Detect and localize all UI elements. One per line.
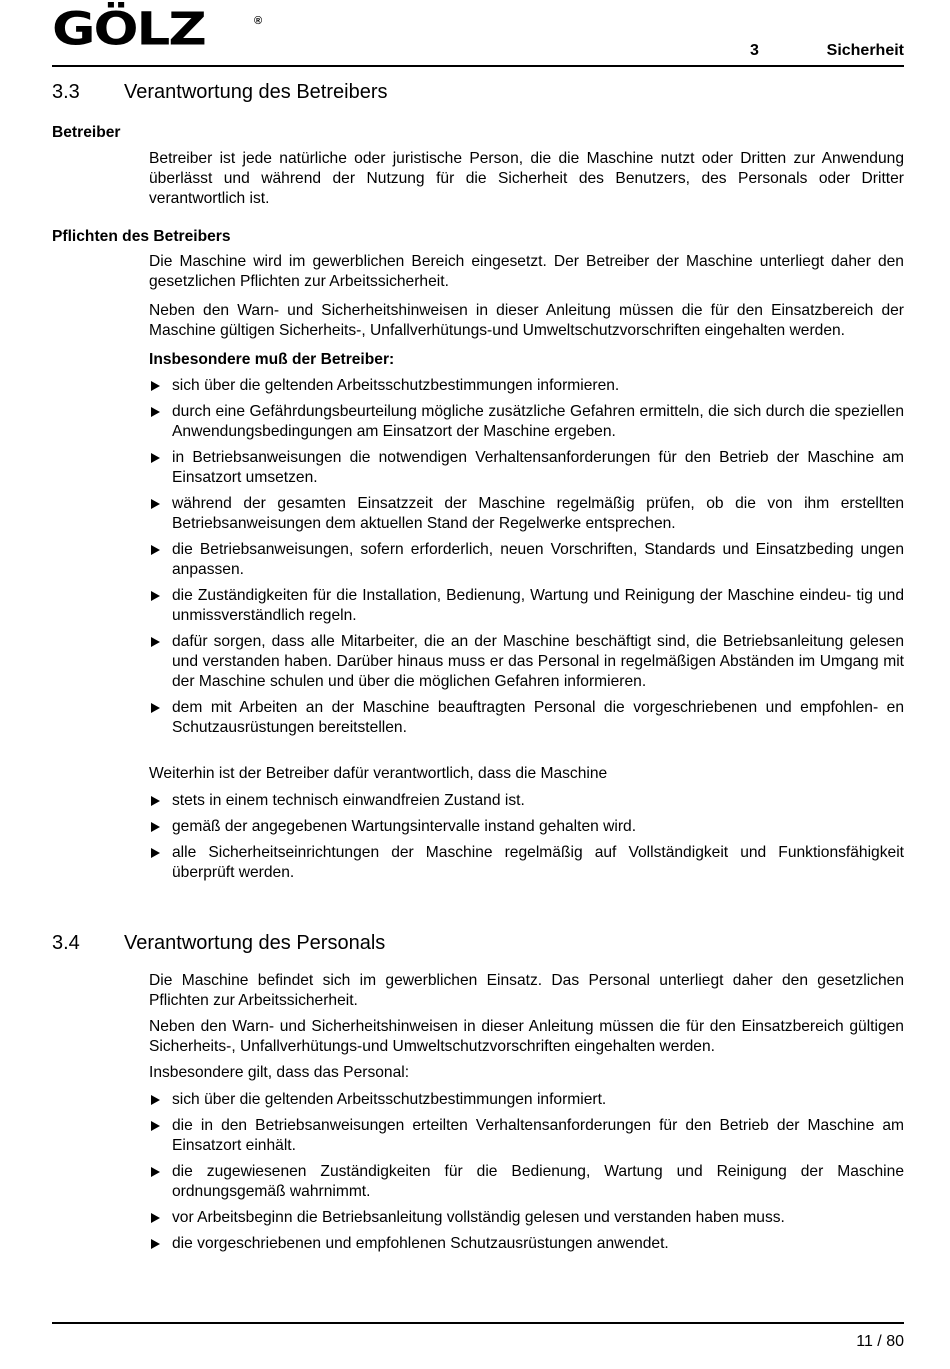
personal-duties-list [149,1090,904,1254]
bullet-triangle-icon [151,407,160,417]
list-item: sich über die geltenden Arbeitsschutzbestimmungen informiert. [149,1090,904,1110]
list-item: sich über die geltenden Arbeitsschutzbestimmungen informieren. [149,376,904,396]
bullet-triangle-icon [151,796,160,806]
bullet-triangle-icon [151,637,160,647]
list-item: die zugewiesenen Zuständigkeiten für die Bedienung, Wartung und Reinigung der Maschine ordnungsgemäß wahrnimmt. [149,1162,904,1202]
pflichten-block [149,252,904,883]
list-item: die vorgeschriebenen und empfohlenen Schutzausrüstungen anwendet. [149,1234,904,1254]
list-item: vor Arbeitsbeginn die Betriebsanleitung vollständig gelesen und verstanden haben muss. [149,1208,904,1228]
list-item: in Betriebsanweisungen die notwendigen Verhaltensanforderungen für den Betrieb der Maschine am Einsatzort umsetzen. [149,448,904,488]
bullet-triangle-icon [151,499,160,509]
personal-para-1: Die Maschine befindet sich im gewerblichen Einsatz. Das Personal unterliegt daher den gesetzlichen Pflichten zur Arbeitssicherheit. [149,972,904,1009]
bullet-triangle-icon [151,1213,160,1223]
bullet-triangle-icon [151,848,160,858]
list-item: die in den Betriebsanweisungen erteilten Verhaltensanforderungen für den Betrieb der Maschine am Einsatzort einhält. [149,1116,904,1156]
pflichten-para-1: Die Maschine wird im gewerblichen Bereich eingesetzt. Der Betreiber der Maschine unterliegt daher den gesetzlichen Pflichten zur Arbeitssicherheit. [149,253,904,290]
section-heading-3-4 [52,931,904,955]
betreiber-block [149,149,904,209]
bullet-triangle-icon [151,822,160,832]
list-item: dem mit Arbeiten an der Maschine beauftragten Personal die vorgeschriebenen und empfohlen- en Schutzausrüstungen bereitstellen. [149,698,904,738]
list-item: die Betriebsanweisungen, sofern erforderlich, neuen Vorschriften, Standards und Einsatzbeding ungen anpassen. [149,540,904,580]
pflichten-para-2: Neben den Warn- und Sicherheitshinweisen in dieser Anleitung müssen die für den Einsatzbereich der Maschine gültigen Sicherheits-, Unfallverhütungs-und Umweltschutzvorschriften eingehalten werden. [149,302,904,339]
betreiber-duties-list [149,376,904,738]
list-item: gemäß der angegebenen Wartungsintervalle instand gehalten wird. [149,817,904,837]
header-divider [52,65,904,67]
personal-block [149,971,904,1254]
bullet-triangle-icon [151,1167,160,1177]
list-item: die Zuständigkeiten für die Installation, Bedienung, Wartung und Reinigung der Maschine eindeu- tig und unmissverständlich regeln. [149,586,904,626]
personal-para-2: Neben den Warn- und Sicherheitshinweisen in dieser Anleitung müssen die für den Einsatzbereich gültigen Sicherheits-, Unfallverhütungs-und Umweltschutzvorschriften eingehalten werden. [149,1018,904,1055]
section-number: 3.4 [52,932,80,954]
list-item: während der gesamten Einsatzzeit der Maschine regelmäßig prüfen, ob die von ihm erstellten Betriebsanweisungen dem aktuellen Stand der Regelwerke entsprechen. [149,494,904,534]
chapter-title: Sicherheit [826,42,904,59]
bullet-triangle-icon [151,545,160,555]
list-item: stets in einem technisch einwandfreien Zustand ist. [149,791,904,811]
weiterhin-para: Weiterhin ist der Betreiber dafür verantwortlich, dass die Maschine [149,765,608,782]
section-number: 3.3 [52,81,80,103]
bullet-triangle-icon [151,1095,160,1105]
list-item: dafür sorgen, dass alle Mitarbeiter, die an der Maschine beschäftigt sind, die Betriebsanleitung gelesen und verstanden haben. Darüber hinaus muss er das Personal in regelmäßigen Abständen im Umgang mit der Maschine schulen und über die möglichen Gefahren informieren. [149,632,904,692]
page-content [52,80,904,1254]
section-title: Verantwortung des Personals [124,932,386,954]
logo-wordmark: GÖLZ [52,3,205,56]
bullet-triangle-icon [151,381,160,391]
betreiber-definition: Betreiber ist jede natürliche oder juristische Person, die die Maschine nutzt oder Dritten zur Anwendung überlässt und während der Nutzung für die Sicherheit des Benutzers, des Personals oder Dritter verantwortlich ist. [149,150,904,207]
bullet-triangle-icon [151,1239,160,1249]
section-title: Verantwortung des Betreibers [124,81,388,103]
insbesondere-heading: Insbesondere muß der Betreiber: [149,351,395,368]
registered-mark: ® [254,15,263,27]
page-header [52,3,904,68]
label-pflichten: Pflichten des Betreibers [52,228,231,245]
bullet-triangle-icon [151,591,160,601]
page-number: 11 / 80 [856,1333,904,1350]
bullet-triangle-icon [151,453,160,463]
bullet-triangle-icon [151,1121,160,1131]
section-heading-3-3 [52,80,904,104]
goelz-logo [52,3,267,58]
footer-divider [52,1322,904,1324]
chapter-number: 3 [750,42,759,59]
list-item: alle Sicherheitseinrichtungen der Maschine regelmäßig auf Vollständigkeit und Funktionsfähigkeit überprüft werden. [149,843,904,883]
machine-state-list [149,791,904,883]
list-item: durch eine Gefährdungsbeurteilung mögliche zusätzliche Gefahren ermitteln, die sich durch die speziellen Anwendungsbedingungen am Einsatzort der Maschine ergeben. [149,402,904,442]
bullet-triangle-icon [151,703,160,713]
personal-para-3: Insbesondere gilt, dass das Personal: [149,1064,410,1081]
label-betreiber: Betreiber [52,124,121,141]
